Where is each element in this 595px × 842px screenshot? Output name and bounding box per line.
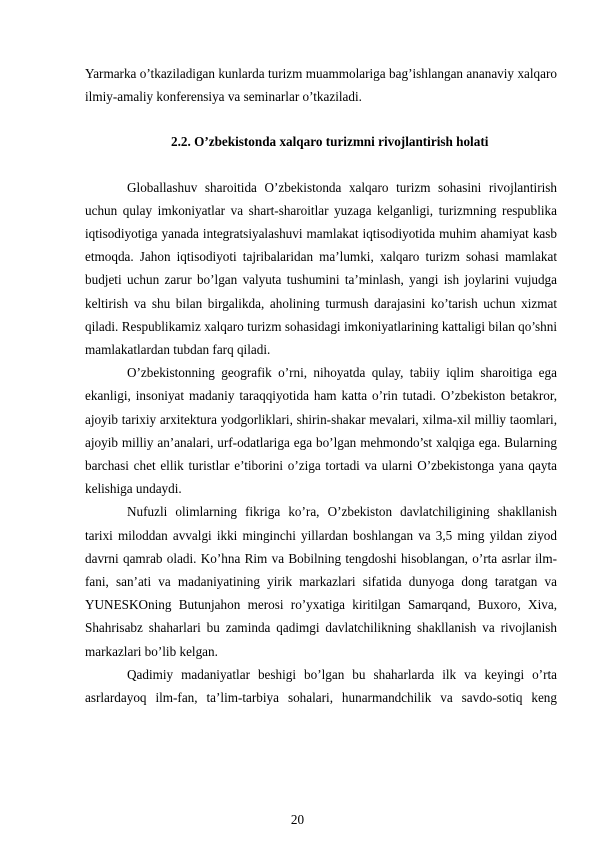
document-page: [85, 62, 557, 709]
spacer: [85, 108, 557, 130]
paragraph-3: Nufuzli olimlarning fikriga ko’ra, O’zbekiston davlatchiligining shakllanish tarixi miloddan avvalgi ikki minginchi yillardan boshlangan va 3,5 ming yildan ziyod davrni qamrab oladi. Ko’hna Rim va Bobilning tengdoshi hisoblangan, o’rta asrlar ilm-fani, san’ati va madaniyatining yirik markazlari sifatida dunyoga dong taratgan va YUNESKOning Butunjahon merosi ro’yxatiga kiritilgan Samarqand, Buxoro, Xiva, Shahrisabz shaharlari bu zaminda qadimgi davlatchilikning shakllanish va rivojlanish markazlari bo’lib kelgan.: [85, 504, 557, 659]
section-heading: 2.2. O’zbekistonda xalqaro turizmni rivojlantirish holati: [171, 134, 489, 150]
paragraph-4: Qadimiy madaniyatlar beshigi bo’lgan bu shaharlarda ilk va keyingi o’rta asrlardayoq ilm-fan, ta’lim-tarbiya sohalari, hunarmandchilik va savdo-sotiq keng: [85, 666, 557, 706]
spacer: [85, 154, 557, 176]
paragraph-1: Globallashuv sharoitida O’zbekistonda xalqaro turizm sohasini rivojlantirish uchun qulay imkoniyatlar va shart-sharoitlar yuzaga kelganligi, turizmning respublika iqtisodiyotiga yanada integratsiyalashuvi mamlakat iqtisodiyotida muhim ahamiyat kasb etmoqda. Jahon iqtisodiyoti tajribalaridan ma’lumki, xalqaro turizm sohasi mamlakat budjeti uchun zarur bo’lgan valyuta tushumini ta’minlash, yangi ish joylarini vujudga keltirish va shu bilan birgalikda, aholining turmush darajasini ko’tarish uchun xizmat qiladi. Respublikamiz xalqaro turizm sohasidagi imkoniyatlarining kattaligi bilan qo’shni mamlakatlardan tubdan farq qiladi.: [85, 179, 557, 358]
paragraph-2: O’zbekistonning geografik o’rni, nihoyatda qulay, tabiiy iqlim sharoitiga ega ekanligi, insoniyat madaniy taraqqiyotida ham katta o’rin tutadi. O’zbekiston betakror, ajoyib tarixiy arxitektura yodgorliklari, shirin-shakar mevalari, xilma-xil milliy taomlari, ajoyib milliy an’analari, urf-odatlariga ega bo’lgan mehmondo’st xalqiga ega. Bularning barchasi chet ellik turistlar e’tiborini o’ziga tortadi va ularni O’zbekistonga yana qayta kelishiga undaydi.: [85, 365, 557, 497]
page-number: 20: [290, 812, 305, 827]
paragraph-intro: Yarmarka o’tkaziladigan kunlarda turizm muammolariga bag’ishlangan ananaviy xalqaro ilmiy-amaliy konferensiya va seminarlar o’tkaziladi.: [85, 66, 557, 105]
